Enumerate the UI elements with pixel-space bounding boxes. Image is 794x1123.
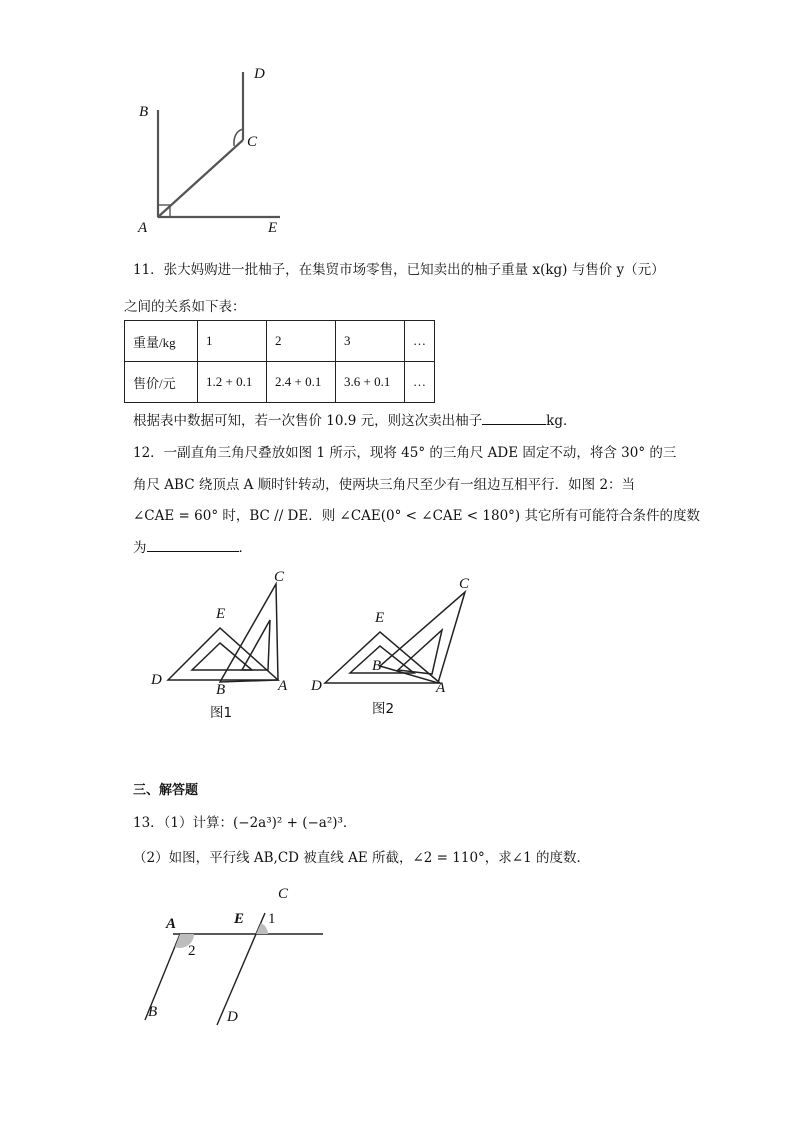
figure-parallel-lines [140, 885, 340, 1035]
q11-line3-text: 根据表中数据可知，若一次售价 10.9 元，则这次卖出柚子 [133, 413, 483, 429]
label-C-top: C [247, 134, 258, 150]
fig1-label-B: B [216, 682, 226, 698]
label-B-top: B [139, 104, 149, 120]
fig13-label-B: B [148, 1004, 158, 1020]
table-cell: 3.6 + 0.1 [336, 362, 405, 403]
q12-line4-text: 为 [133, 540, 147, 556]
fig1-label-C: C [274, 569, 285, 585]
q11-table [124, 320, 435, 403]
fig13-label-2: 2 [188, 943, 196, 959]
fig2-label-B: B [372, 658, 382, 674]
fig13-label-C: C [278, 886, 289, 902]
fig2-label-A: A [436, 680, 446, 696]
q11-line1: 11．张大妈购进一批柚子，在集贸市场零售，已知卖出的柚子重量 x(kg) 与售价 y（元） [133, 262, 665, 278]
figure-angle-abcde [130, 62, 310, 242]
q11-line2: 之间的关系如下表： [124, 299, 246, 315]
answer-blank-q12[interactable] [147, 538, 239, 552]
q13-line2: （2）如图，平行线 AB,CD 被直线 AE 所截，∠2 = 110°，求∠1 的度数． [133, 850, 590, 866]
table-row [125, 321, 435, 362]
table-cell: 2.4 + 0.1 [267, 362, 336, 403]
fig1-caption: 图1 [210, 705, 233, 721]
table-cell: … [405, 321, 435, 362]
fig1-label-E: E [216, 606, 226, 622]
fig2-label-C: C [459, 576, 470, 592]
table-cell: 2 [267, 321, 336, 362]
fig13-label-1: 1 [268, 911, 276, 927]
q11-line3 [133, 411, 576, 430]
table-cell: 售价/元 [125, 362, 198, 403]
section-title: 三、解答题 [133, 783, 199, 798]
fig1-label-A: A [278, 678, 288, 694]
fig1-label-D: D [151, 672, 162, 688]
q11-line3-unit: kg． [546, 413, 577, 429]
table-cell: 3 [336, 321, 405, 362]
q12-line1: 12．一副直角三角尺叠放如图 1 所示，现将 45° 的三角尺 ADE 固定不动，将含 30° 的三 [133, 445, 677, 461]
q12-line2: 角尺 ABC 绕顶点 A 顺时针转动，使两块三角尺至少有一组边互相平行．如图 2：当 [133, 477, 636, 493]
table-row [125, 362, 435, 403]
table-cell: 1.2 + 0.1 [198, 362, 267, 403]
answer-blank-q11[interactable] [482, 411, 546, 425]
label-E-top: E [268, 220, 278, 236]
label-A-top: A [138, 220, 148, 236]
fig2-label-D: D [311, 678, 322, 694]
figure-2-triangles [320, 570, 480, 690]
q12-line4 [133, 538, 252, 557]
label-D-top: D [254, 66, 265, 82]
table-cell: … [405, 362, 435, 403]
fig13-label-A: A [166, 916, 177, 932]
fig2-caption: 图2 [372, 701, 395, 717]
fig2-label-E: E [375, 610, 385, 626]
q12-line4-end: ． [238, 540, 252, 556]
table-cell: 1 [198, 321, 267, 362]
figure-1-triangles [160, 570, 310, 690]
q13-line1: 13．（1）计算：(−2a³)² + (−a²)³． [133, 815, 357, 831]
table-cell: 重量/kg [125, 321, 198, 362]
fig13-label-D: D [227, 1009, 238, 1025]
fig13-label-E: E [234, 911, 245, 927]
q12-line3: ∠CAE = 60° 时，BC // DE．则 ∠CAE(0° < ∠CAE < 180°) 其它所有可能符合条件的度数 [133, 508, 700, 524]
